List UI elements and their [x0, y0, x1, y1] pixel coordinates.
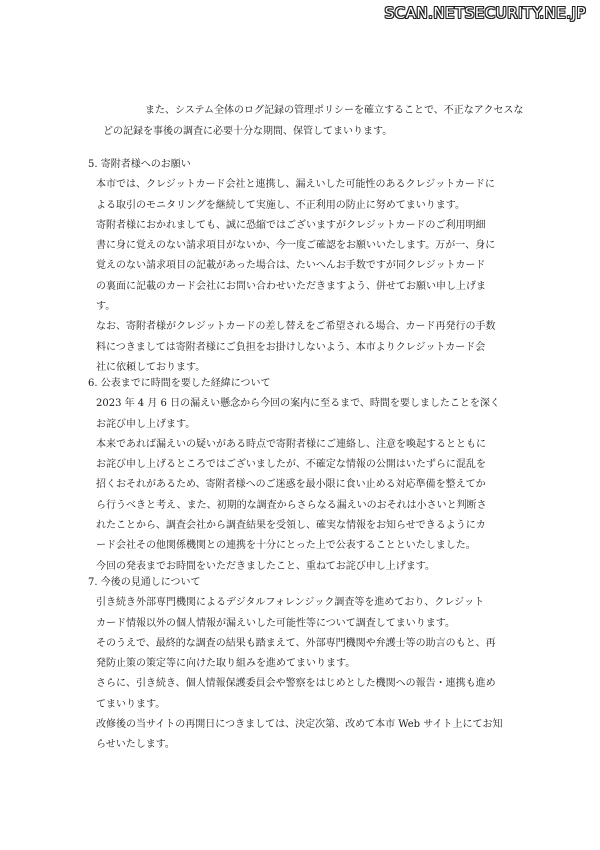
- body-line: 2023 年 4 月 6 日の漏えい懸念から今回の案内に至るまで、時間を要しましたことを深く: [96, 398, 500, 410]
- body-line: てまいります。: [96, 698, 166, 710]
- body-line: 覚えのない請求項目の記載があった場合は、たいへんお手数ですが同クレジットカード: [96, 260, 486, 272]
- body-line: 本来であれば漏えいの疑いがある時点で寄附者様にご連絡し、注意を喚起するとともに: [96, 438, 486, 450]
- intro-paragraph: [103, 100, 543, 142]
- section-donor-request: [88, 155, 548, 378]
- section-body: [96, 593, 548, 755]
- body-line: 寄附者様におかれましても、誠に恐縮ではございますがクレジットカードのご利用明細: [96, 219, 486, 231]
- body-line: ード会社その他関係機関との連携を十分にとった上で公表することといたしました。: [96, 540, 476, 552]
- section-heading: 6. 公表までに時間を要した経緯について: [88, 378, 271, 389]
- body-line: そのうえで、最終的な調査の結果も踏まえて、外部専門機関や弁護士等の助言のもと、再: [96, 637, 496, 649]
- body-line: 書に身に覚えのない請求項目がないか、今一度ご確認をお願いいたします。万が一、身に: [96, 240, 496, 252]
- body-line: お詫び申し上げます。: [96, 418, 196, 430]
- body-line: よる取引のモニタリングを継続して実施し、不正利用の防止に努めてまいります。: [96, 199, 465, 211]
- section-heading: 7. 今後の見通しについて: [88, 577, 201, 588]
- body-line: 本市では、クレジットカード会社と連携し、漏えいした可能性のあるクレジットカードに: [96, 179, 495, 191]
- section-heading: 5. 寄附者様へのお願い: [88, 159, 191, 170]
- body-line: 引き続き外部専門機関によるデジタルフォレンジック調査等を進めており、クレジット: [96, 597, 485, 609]
- section-body: [96, 394, 548, 577]
- intro-line: また、システム全体のログ記録の管理ポリシーを確立することで、不正なアクセスな: [145, 105, 524, 116]
- body-line: お詫び申し上げるところではございましたが、不確定な情報の公開はいたずらに混乱を: [96, 459, 486, 471]
- intro-line: どの記録を事後の調査に必要十分な期間、保管してまいります。: [103, 126, 393, 137]
- body-line: 招くおそれがあるため、寄附者様へのご迷惑を最小限に食い止める対応準備を整えてか: [96, 479, 486, 491]
- body-line: ら行うべきと考え、また、初期的な調査からさらなる漏えいのおそれは小さいと判断さ: [96, 499, 487, 511]
- body-line: 改修後の当サイトの再開日につきましては、決定次第、改めて本市 Web サイト上にてお知: [96, 719, 503, 731]
- body-line: れたことから、調査会社から調査結果を受領し、確実な情報をお知らせできるようにカ: [96, 520, 486, 532]
- site-watermark: SCAN.NETSECURITY.NE.JP: [384, 4, 586, 22]
- section-body: [96, 175, 548, 378]
- body-line: カード情報以外の個人情報が漏えいした可能性等について調査してまいります。: [96, 617, 455, 629]
- body-line: 社に依頼しております。: [96, 361, 206, 373]
- body-line: 発防止策の策定等に向けた取り組みを進めてまいります。: [96, 658, 356, 670]
- body-line: らせいたします。: [96, 739, 175, 751]
- body-line: の裏面に記載のカード会社にお問い合わせいただきますよう、併せてお願い申し上げま: [96, 280, 486, 292]
- body-line: す。: [96, 301, 116, 313]
- body-line: 今回の発表までお時間をいただきましたこと、重ねてお詫び申し上げます。: [96, 560, 435, 572]
- body-line: さらに、引き続き、個人情報保護委員会や警察をはじめとした機関への報告・連携も進め: [96, 678, 496, 690]
- body-line: なお、寄附者様がクレジットカードの差し替えをご希望される場合、カード再発行の手数: [96, 321, 496, 333]
- body-line: 料につきましては寄附者様にご負担をお掛けしないよう、本市よりクレジットカード会: [96, 341, 486, 353]
- section-outlook: [88, 573, 548, 756]
- section-disclosure-delay: [88, 374, 548, 577]
